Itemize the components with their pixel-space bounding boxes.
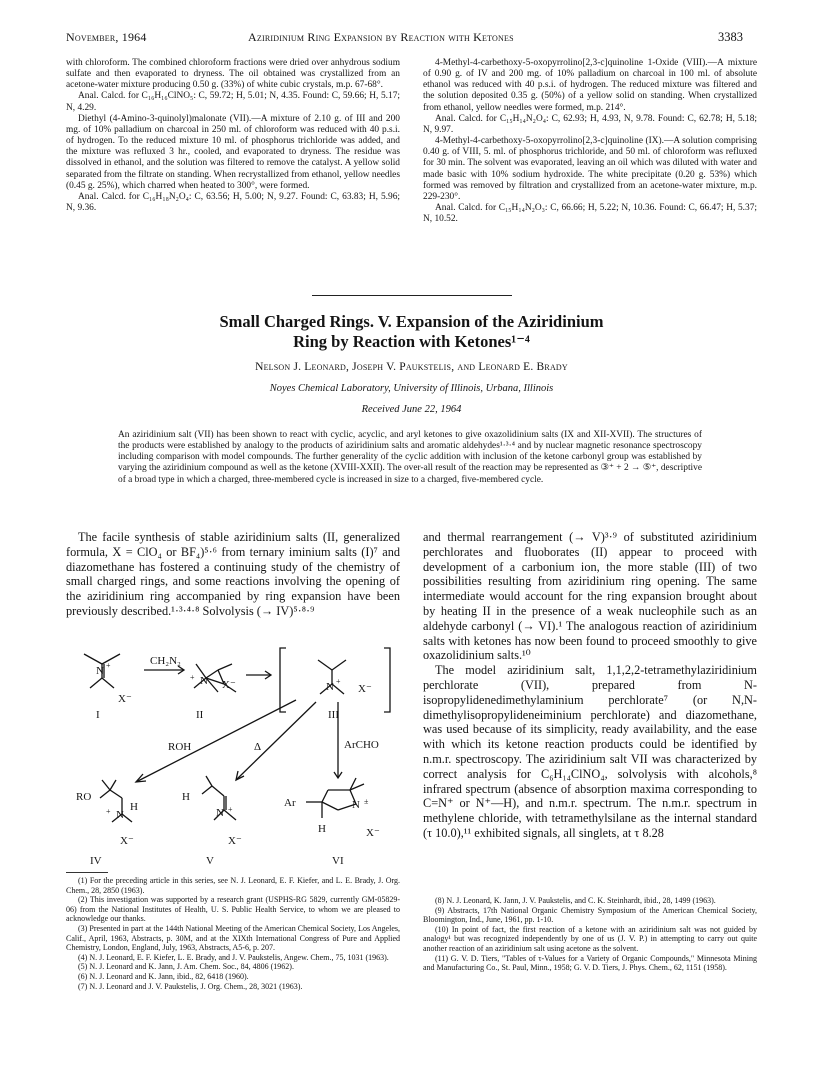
- svg-text:N: N: [352, 799, 360, 811]
- footnote: (2) This investigation was supported by a research grant (USPHS-RG 5829, currently GM-05829-06) from the National Institutes of Health, U. S. Public Health Service, to whom we are pleased to acknowledge our thanks.: [66, 895, 400, 924]
- footnotes-right: [423, 896, 757, 973]
- paragraph: Diethyl (4-Amino-3-quinolyl)malonate (VII).—A mixture of 2.10 g. of III and 200 mg. of 10% palladium on charcoal in 250 ml. of chloroform was reduced with 40 p.s.i. of hydrogen. To the reduced mixture 10 ml. of phosphorus trichloride was added, and the mixture was refluxed 3 hr., cooled, and evaporated to dryness. The residue was dissolved in ethanol, and the solution was filtered to remove the catalyst. A yellow solid separated from the filtrate on standing. When recrystallized from ethanol, yellow needles (0.45 g. 25%), which charred when heated to 300°, were formed.: [66, 113, 400, 191]
- footnote: (4) N. J. Leonard, E. F. Kiefer, L. E. Brady, and J. V. Paukstelis, Angew. Chem., 75, 1031 (1963).: [78, 952, 389, 962]
- svg-text:+: +: [228, 805, 233, 814]
- paragraph: and thermal rearrangement (→ V)³·⁹ of substituted aziridinium perchlorates and fluoborates (II) appear to proceed with development of a carbonium ion, the more stable (III) of two possibilities resulting from aziridinium ring opening. The same intermediate would account for the ring expansion brought about by heating II in the presence of a weak nucleophile such as an aldehyde carbonyl (→ VI).¹ The analogous reaction of aziridinium salts with ketones has now been found to proceed smoothly to give oxazolidinium salts.¹⁰: [423, 530, 757, 663]
- anion-label: X⁻: [222, 679, 236, 691]
- analysis-paragraph: Anal. Calcd. for C₁₅H₁₄N₂O₃: C, 66.66; H, 5.22; N, 10.36. Found: C, 66.47; H, 5.37; N, 10.52.: [423, 203, 757, 225]
- ro-label: RO: [76, 791, 92, 803]
- title-line-2: Ring by Reaction with Ketones¹⁻⁴: [293, 332, 530, 351]
- paragraph: with chloroform. The combined chloroform fractions were dried over anhydrous sodium sulfate and then evaporated to dryness. The oil obtained was crystallized from an acetone-water mixture producing 0.50 g. (33%) of white cubic crystals, m.p. 67-68°.: [66, 58, 400, 91]
- footnotes-left: [66, 876, 400, 991]
- reaction-scheme: [66, 640, 406, 865]
- svg-text:N: N: [216, 807, 224, 819]
- footnote: (6) N. J. Leonard and K. Jann, ibid., 82, 6418 (1960).: [78, 971, 249, 981]
- h-label: H: [130, 801, 138, 813]
- anion-label: X⁻: [228, 835, 242, 847]
- footnote: (10) In point of fact, the first reaction of a ketone with an aziridinium salt was not guided by analogy¹ but was recognized independently by one of us (J. V. P.) in attempting to carry out quite another reaction of an aziridinium salt using acetone as the solvent.: [423, 924, 757, 953]
- footnote: (3) Presented in part at the 144th National Meeting of the American Chemical Society, Los Angeles, Calif., April, 1963, Abstracts, p. 30M, and at the XIXth International Congress of Pure and Applied Chemistry, London, England, July, 1963, Abstracts, A5-6, p. 207.: [66, 923, 400, 953]
- anion-label: X⁻: [120, 835, 134, 847]
- authors: Nelson J. Leonard, Joseph V. Paukstelis, and Leonard E. Brady: [255, 361, 568, 373]
- compound-label-II: II: [196, 709, 204, 721]
- abstract: An aziridinium salt (VII) has been shown to react with cyclic, acyclic, and aryl ketones to give oxazolidinium salts (IX and XII-XVII). The structures of the products were established by analogy to the products of aziridinium salts and aromatic aldehydes¹·³·⁴ and by nuclear magnetic resonance spectroscopy including comparison with model compounds. The further generality of the cyclic addition with inclusion of the ketone carbonyl group was established by varying the aziridinium compound as well as the ketone (XVIII-XXII). The over-all result of the reaction may be represented as ③⁺ + 2 → ⑤⁺, descriptive of a broad type in which a charged, three-membered cycle is increased in size to a charged, five-membered cycle.: [118, 430, 702, 485]
- header-date: November, 1964: [66, 30, 147, 44]
- affiliation: Noyes Chemical Laboratory, University of Illinois, Urbana, Illinois: [269, 383, 554, 394]
- footnote: (8) N. J. Leonard, K. Jann, J. V. Paukstelis, and C. K. Steinhardt, ibid., 28, 1499 (1963).: [435, 896, 716, 905]
- analysis-paragraph: Anal. Calcd. for C₁₅H₁₄N₂O₄: C, 62.93; H, 4.93, N, 9.78. Found: C, 62.78; H, 5.18; N, 9.97.: [423, 113, 757, 135]
- intro-paragraph: The facile synthesis of stable aziridinium salts (II, generalized formula, X = ClO₄ or BF₄)⁵·⁶ from ternary iminium salts (I)⁷ and diazomethane has fostered a continuing study of the chemistry of small charged rings, and some reactions involving the opening of the aziridinium ring accompanied by ring expansion have been previously described.¹·³·⁴·⁸ Solvolysis (→ IV)⁵·⁸·⁹: [66, 530, 400, 618]
- page-number: 3383: [718, 30, 743, 44]
- svg-text:+: +: [190, 673, 195, 682]
- h-label: H: [182, 791, 190, 803]
- top-left-column: [66, 58, 400, 214]
- h-label: H: [318, 823, 326, 835]
- paragraph: 4-Methyl-4-carbethoxy-5-oxopyrrolino[2,3-c]quinoline (IX).—A solution comprising 0.40 g. of VIII, 5. ml. of phosphorus trichloride, and 50 ml. of chloroform was refluxed for 30 min. The solvent was evaporated, leaving an oil which was diluted with water and made basic with 10% sodium hydroxide. The white precipitate (0.20 g. 53%) which formed was removed by filtration and crystallized from an acetone-water mixture, m.p. 229-230°.: [423, 136, 757, 202]
- footnote: (9) Abstracts, 17th National Organic Chemistry Symposium of the American Chemical Society, Bloomington, Ind., June, 1961, pp. 1-10.: [423, 905, 757, 925]
- footnote: (5) N. J. Leonard and K. Jann, J. Am. Chem. Soc., 84, 4806 (1962).: [78, 962, 294, 972]
- compound-label-I: I: [96, 709, 100, 721]
- reagent-roh: ROH: [168, 741, 192, 753]
- svg-text:+: +: [106, 807, 111, 816]
- separator-rule: [312, 295, 512, 296]
- analysis-paragraph: Anal. Calcd. for C₁₆H₁₆ClNO₅: C, 59.72; H, 5.01; N, 4.35. Found: C, 59.66; H, 5.17; N, 4.29.: [66, 91, 400, 113]
- compound-label-VI: VI: [332, 855, 344, 865]
- footnote-rule: [66, 872, 108, 873]
- footnote: (7) N. J. Leonard and J. V. Paukstelis, J. Org. Chem., 28, 3021 (1963).: [78, 981, 303, 991]
- reagent-archo: ArCHO: [344, 739, 379, 751]
- right-column-body: [423, 530, 757, 841]
- top-right-column: [423, 58, 757, 225]
- svg-text:N: N: [116, 809, 124, 821]
- footnote: (1) For the preceding article in this series, see N. J. Leonard, E. F. Kiefer, and L. E. Brady, J. Org. Chem., 28, 2850 (1963).: [66, 876, 400, 895]
- received-date: Received June 22, 1964: [361, 404, 462, 415]
- reagent-delta: Δ: [254, 741, 262, 753]
- svg-text:+: +: [336, 677, 341, 686]
- svg-text:N: N: [326, 681, 334, 693]
- svg-text:N: N: [200, 675, 208, 687]
- footnote: (11) G. V. D. Tiers, "Tables of τ-Values for a Variety of Organic Compounds," Minnesota Mining and Manufacturing Co., St. Paul, Minn., 1958; G. V. D. Tiers, J. Phys. Chem., 62, 1151 (1958).: [423, 953, 757, 973]
- anion-label: X⁻: [366, 827, 380, 839]
- paragraph: The model aziridinium salt, 1,1,2,2-tetramethylaziridinium perchlorate (VII), prepared from N-isopropylidenedimethylaminium perchlorate⁷ (or N,N-dimethylisopropylideneiminium perchlorate) and diazomethane, was used because of its simplicity, ready availability, and the ease with which its ketone reaction products could be identified by n.m.r. spectroscopy. The aziridinium salt VII was characterized by correct analysis for C₆H₁₄ClNO₄, solvolysis with alcohols,⁸ infrared spectrum (absence of absorption maxima corresponding to C=N⁺ or N⁺—H), and n.m.r. spectrum. The n.m.r. spectrum in methylene chloride, with tetramethylsilane as the internal standard (τ 10.0),¹¹ exhibited signals, all singlets, at τ 8.28: [423, 663, 757, 840]
- analysis-paragraph: Anal. Calcd. for C₁₆H₁₈N₂O₄: C, 63.56; H, 5.00; N, 9.27. Found: C, 63.83; H, 5.96; N, 9.36.: [66, 191, 400, 214]
- article-title: [66, 312, 757, 352]
- running-title: Aziridinium Ring Expansion by Reaction with Ketones: [248, 30, 514, 44]
- svg-text:±: ±: [364, 797, 369, 806]
- svg-text:+: +: [106, 661, 111, 670]
- compound-label-IV: IV: [90, 855, 102, 865]
- anion-label: X⁻: [118, 693, 132, 705]
- title-line-1: Small Charged Rings. V. Expansion of the Aziridinium: [219, 312, 604, 331]
- ar-label: Ar: [284, 797, 296, 809]
- paragraph: 4-Methyl-4-carbethoxy-5-oxopyrrolino[2,3-c]quinoline 1-Oxide (VIII).—A mixture of 0.90 g. of IV and 200 mg. of 10% palladium on charcoal in 100 ml. of absolute ethanol was reduced with 40 p.s.i. of hydrogen. The reduced mixture was filtered and the solution deposited 0.35 g. (50%) of a yellow solid on standing. When crystallized from ethanol, yellow needles were formed, m.p. 214°.: [423, 58, 757, 113]
- compound-label-III: III: [328, 709, 339, 721]
- scheme-atom: N: [96, 665, 104, 677]
- compound-label-V: V: [206, 855, 214, 865]
- anion-label: X⁻: [358, 683, 372, 695]
- reagent-ch2n2: CH₂N₂: [150, 655, 181, 667]
